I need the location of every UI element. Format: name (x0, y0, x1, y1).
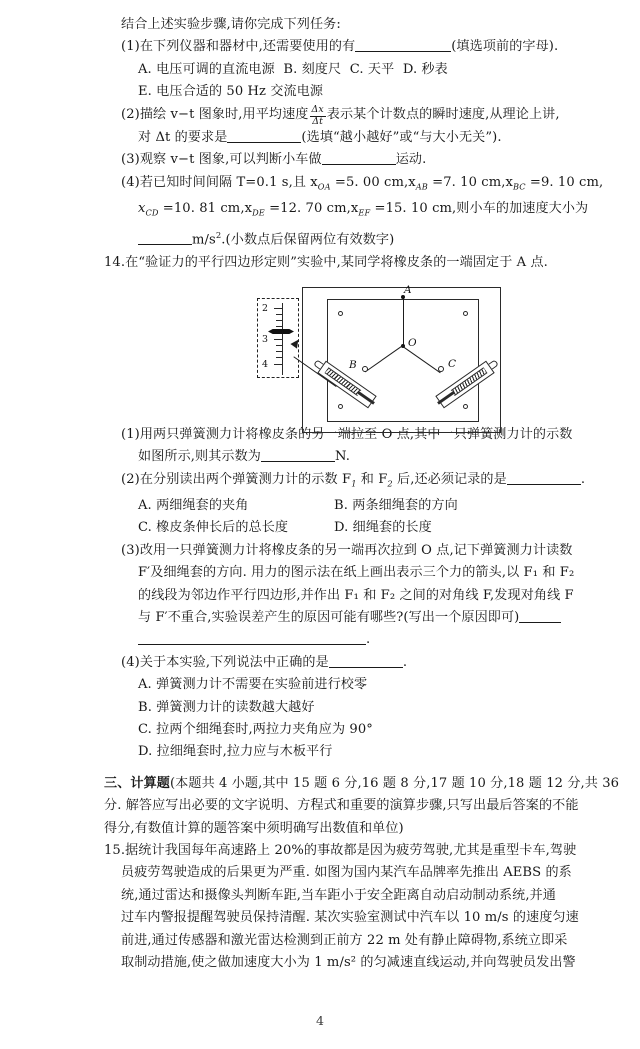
q15-line4: 过车内警报提醒驾驶员保持清醒. 某次实验室测试中汽车以 10 m/s 的速度匀速 (121, 910, 579, 926)
q13-p4-l2a: x (138, 200, 146, 216)
q14-p4-opt-d: D. 拉细绳套时,拉力应与木板平行 (138, 744, 333, 760)
fraction-numerator: Δx (311, 104, 324, 116)
scale-tick-minor-3 (276, 326, 282, 327)
section3-desc-l1: (本题共 4 小题,其中 15 题 6 分,16 题 8 分,17 题 10 分,18 题 12 分,共 36 (169, 775, 620, 791)
q13-opt-d: D. 秒表 (402, 61, 448, 77)
board-pin-bottom-left (338, 404, 343, 409)
cord-hook-c (438, 366, 444, 372)
q14-p4-opt-c: C. 拉两个细绳套时,两拉力夹角应为 90° (138, 721, 373, 737)
q13-part1 (121, 36, 559, 58)
q14-p4-post: . (402, 654, 408, 670)
scale-rule-line (282, 303, 283, 375)
q14-p2-mid: 和 F (356, 471, 388, 487)
scale-tick-minor-2 (276, 320, 282, 321)
q14-part3-blank-tail[interactable] (519, 622, 561, 623)
scale-tick-minor-4 (276, 345, 282, 346)
q14-part3-blank-long[interactable] (138, 644, 366, 645)
scale-number-4: 4 (262, 359, 268, 370)
q15-line6: 取制动措施,使之做加速度大小为 1 m/s² 的匀减速直线运动,并向驾驶员发出警 (121, 955, 576, 970)
q14-part4 (121, 652, 542, 674)
q13-p4-l2d: =15. 10 cm,则小车的加速度大小为 (370, 200, 589, 216)
q14-part4-blank[interactable] (329, 667, 403, 668)
cord-hook-b (362, 366, 368, 372)
label-b: B (349, 359, 357, 371)
q13-opt-b: B. 刻度尺 (283, 61, 342, 77)
q13-part1-post: (填选项前的字母). (451, 39, 559, 55)
q13-part2-a: (2)描绘 v−t 图象时,用平均速度 (121, 106, 309, 122)
sub-f2: 2 (387, 478, 393, 489)
scale-callout-box (257, 298, 299, 378)
q14-part1-line2 (138, 446, 542, 468)
q13-part2-b: 表示某个计数点的瞬时速度,从理论上讲, (326, 106, 560, 122)
q13-part2-blank[interactable] (227, 142, 301, 143)
scale-number-2: 2 (262, 303, 268, 314)
q13-part1-blank[interactable] (355, 51, 451, 52)
q13-opt-a: A. 电压可调的直流电源 (138, 61, 275, 77)
section-gap (104, 764, 542, 773)
sub-f1: 1 (351, 478, 357, 489)
q14-part3-line2: F′及细绳套的方向. 用力的图示法在纸上画出表示三个力的箭头,以 F₁ 和 F₂ (138, 565, 575, 581)
q13-opt-e: E. 电压合适的 50 Hz 交流电源 (138, 84, 324, 100)
page-content (104, 14, 620, 974)
q13-part3 (121, 149, 542, 171)
q14-part1-blank[interactable] (261, 461, 335, 462)
q14-p2-pre: (2)在分别读出两个弹簧测力计的示数 F (121, 471, 352, 487)
q14-p3-l4-text: 与 F′不重合,实验误差产生的原因可能有哪些?(写出一个原因即可) (138, 609, 520, 625)
board-pin-bottom-right (463, 404, 468, 409)
q15-line5: 前进,通过传感器和激光雷达检测到正前方 22 m 处有静止障碍物,系统立即采 (121, 932, 568, 948)
q13-p4-l2b: =10. 81 cm,x (158, 200, 253, 216)
section3-desc-line3: 得分,有数值计算的题答案中须明确写出数值和单位) (104, 820, 404, 836)
q13-part2-line2 (138, 127, 542, 149)
q14-part2-options-row1 (138, 495, 542, 517)
q13-part1-pre: (1)在下列仪器和器材中,还需要使用的有 (121, 39, 356, 55)
q13-opt-c: C. 天平 (349, 61, 395, 77)
q14-number: 14. (104, 254, 126, 270)
q13-part4-line1 (121, 172, 604, 198)
label-a: A (404, 284, 412, 296)
q14-part3-line1: (3)改用一只弹簧测力计将橡皮条的另一端再次拉到 O 点,记下弹簧测力计读数 (121, 542, 573, 558)
q13-part2-line1 (121, 104, 560, 127)
unit-exponent: 2 (215, 229, 222, 240)
q13-part3-post: 运动. (395, 152, 427, 168)
scale-tick-minor-1 (276, 314, 282, 315)
q13-part1-options (138, 59, 542, 81)
q14-p4-opt-a: A. 弹簧测力计不需要在实验前进行校零 (138, 677, 368, 693)
q14-p4-opt-b: B. 弹簧测力计的读数越大越好 (138, 699, 315, 715)
scale-pointer (268, 329, 294, 334)
q14-part2 (121, 469, 586, 495)
board-pin-top-right (463, 311, 468, 316)
avg-velocity-fraction (310, 105, 326, 127)
q13-part2-c-post: (选填“越小越好”或“与大小无关”). (301, 130, 502, 146)
q14-part1-line1: (1)用两只弹簧测力计将橡皮条的另一端拉至 O 点,其中一只弹簧测力计的示数 (121, 427, 573, 443)
q13-part3-pre: (3)观察 v−t 图象,可以判断小车做 (121, 152, 322, 168)
q14-p2-opt-d: D. 细绳套的长度 (334, 520, 432, 536)
scale-tick-3 (274, 339, 282, 340)
scale-tick-minor-6 (276, 357, 282, 358)
sub-oa: OA (317, 181, 331, 192)
sub-ab: AB (415, 181, 428, 192)
q14-stem-text: 在“验证力的平行四边形定则”实验中,某同学将橡皮条的一端固定于 A 点. (125, 254, 548, 270)
section3-heading (104, 773, 620, 795)
q14-p1-post: N. (335, 449, 350, 465)
q13-p4-tail: .(小数点后保留两位有效数字) (221, 232, 395, 248)
q13-part3-blank[interactable] (322, 164, 396, 165)
label-c: C (448, 358, 457, 370)
q15-number: 15. (104, 842, 126, 858)
q14-p1-pre: 如图所示,则其示数为 (138, 449, 262, 465)
q14-part2-blank[interactable] (507, 484, 581, 485)
q13-part4-blank[interactable] (138, 244, 192, 245)
q14-stem (104, 252, 548, 274)
label-o: O (408, 337, 417, 349)
q14-part3-line4 (138, 607, 542, 629)
scale-tick-minor-5 (276, 351, 282, 352)
q15-line1 (104, 840, 577, 862)
q13-p4-l1c: =7. 10 cm,x (427, 174, 513, 190)
force-parallelogram-figure (244, 284, 502, 434)
q14-p2-opt-a: A. 两细绳套的夹角 (138, 497, 249, 513)
q13-p4-l1: (4)若已知时间间隔 T=0.1 s,且 x (121, 174, 318, 190)
q13-part4-line2 (138, 198, 589, 224)
q13-p4-l1b: =5. 00 cm,x (330, 174, 416, 190)
q13-p4-l2c: =12. 70 cm,x (264, 200, 359, 216)
fraction-denominator: Δt (310, 116, 326, 127)
scale-tick-4 (274, 364, 282, 365)
rubber-band-segment (403, 297, 404, 346)
scale-number-3: 3 (262, 334, 268, 345)
q14-part3-answer-line: . (138, 629, 542, 651)
q13-p4-unit: m/s (192, 232, 216, 248)
q15-line3: 统,通过雷达和摄像头判断车距,当车距小于安全距离自动启动制动系统,并通 (121, 887, 556, 903)
q14-p2-post: 后,还必须记录的是 (392, 471, 507, 487)
q14-p4-pre: (4)关于本实验,下列说法中正确的是 (121, 654, 329, 670)
section3-desc-line2: 分. 解答应写出必要的文字说明、方程式和重要的演算步骤,只写出最后答案的不能 (104, 798, 579, 814)
q14-p2-opt-b: B. 两条细绳套的方向 (334, 497, 458, 513)
q14-p2-end: . (580, 471, 586, 487)
section3-title: 三、计算题 (104, 775, 170, 791)
q14-part2-options-row2 (138, 517, 542, 539)
page-number: 4 (316, 1013, 324, 1028)
sub-de: DE (252, 207, 265, 218)
q15-line2: 员疲劳驾驶造成的后果更为严重. 如图为国内某汽车品牌率先推出 AEBS 的系 (121, 865, 572, 881)
q13-part2-c-pre: 对 Δt 的要求是 (138, 130, 228, 146)
q15-line1-text: 据统计我国每年高速路上 20%的事故都是因为疲劳驾驶,尤其是重型卡车,驾驶 (125, 842, 577, 858)
board-pin-top-left (338, 311, 343, 316)
sub-bc: BC (512, 181, 526, 192)
q13-p4-l1d: =9. 10 cm, (525, 174, 604, 190)
scale-tick-2 (274, 308, 282, 309)
sub-ef: EF (358, 207, 371, 218)
sub-cd: CD (145, 207, 159, 218)
q14-part3-line3: 的线段为邻边作平行四边形,并作出 F₁ 和 F₂ 之间的对角线 F,发现对角线 F (138, 587, 574, 603)
q13-part4-line3 (138, 224, 542, 252)
q13-intro: 结合上述实验步骤,请你完成下列任务: (121, 17, 341, 32)
q14-p2-opt-c: C. 橡皮条伸长后的总长度 (138, 520, 289, 536)
